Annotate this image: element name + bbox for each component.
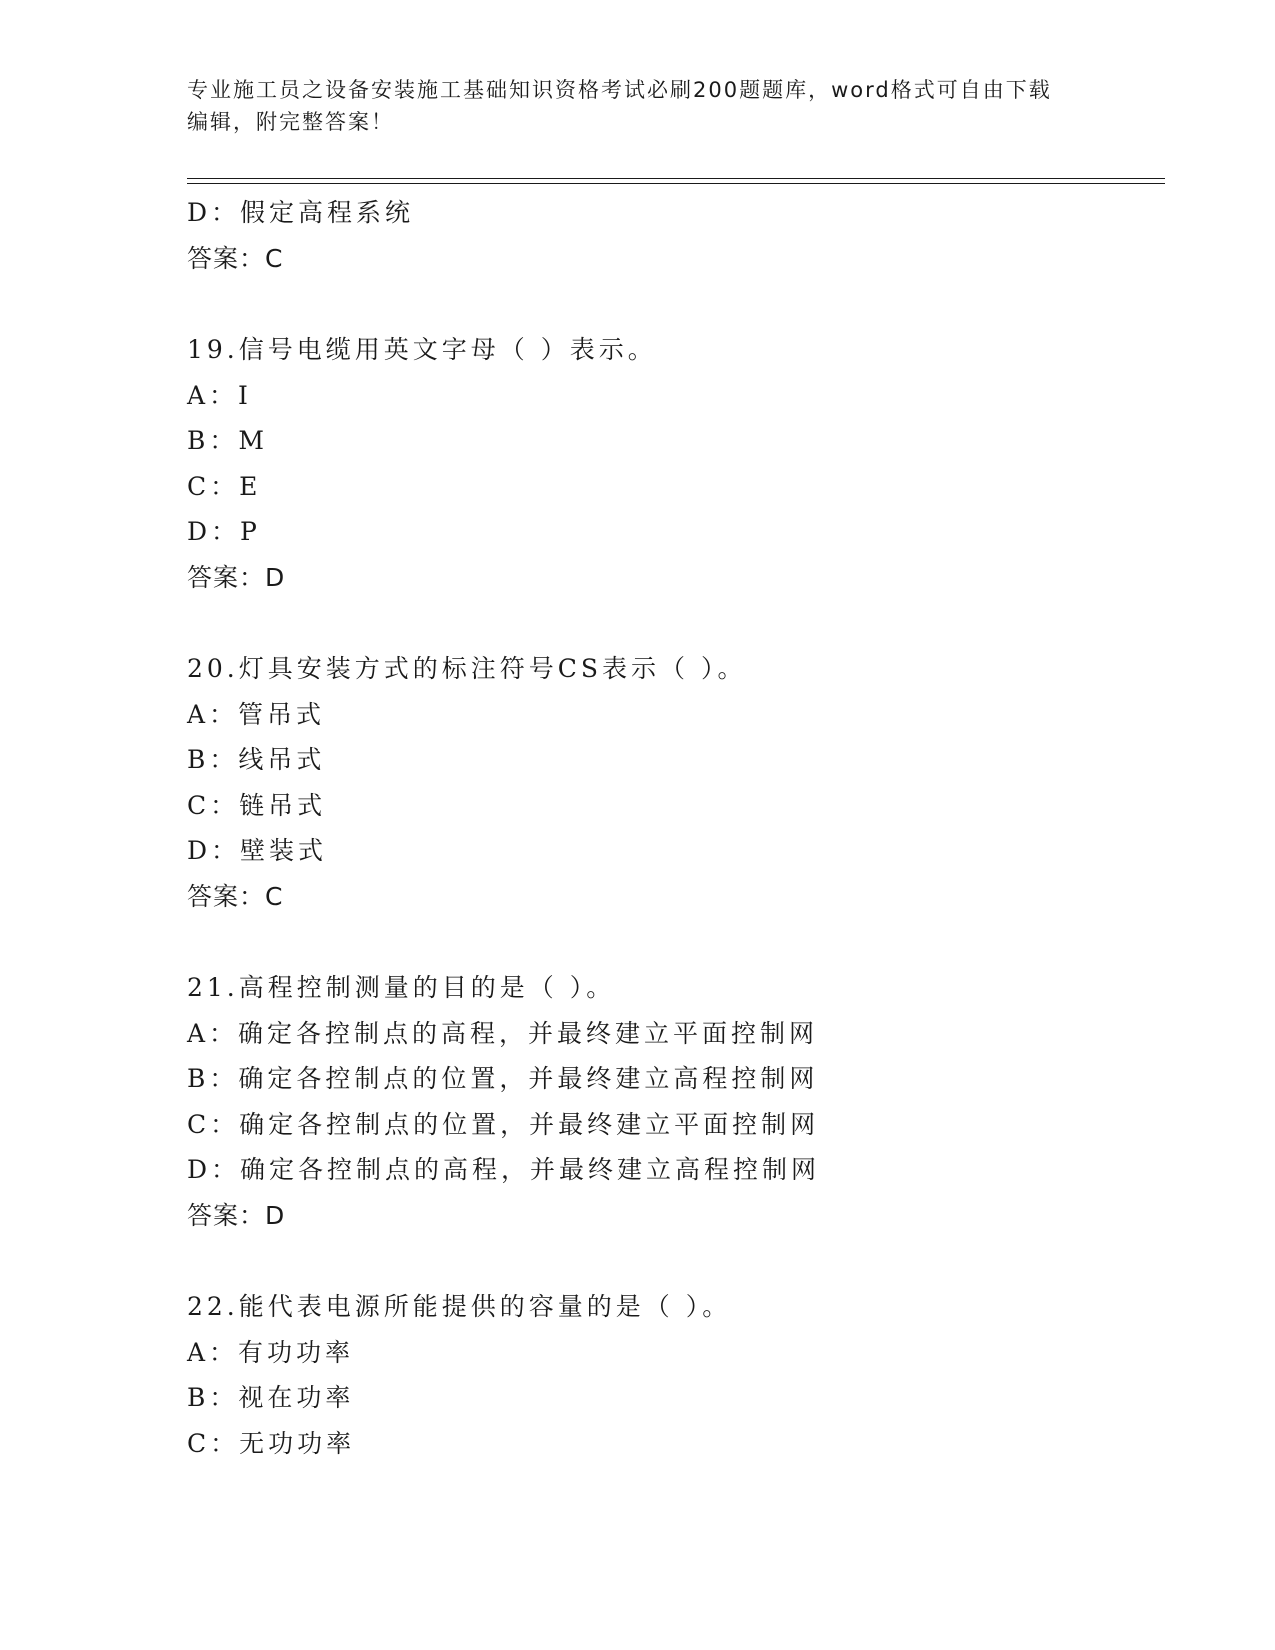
question-text: 22.能代表电源所能提供的容量的是（ ）。 (187, 1292, 732, 1321)
question-block-19 (187, 327, 1167, 600)
option-b: B：确定各控制点的位置，并最终建立高程控制网 (187, 1064, 819, 1093)
option-a: A：有功功率 (187, 1337, 355, 1367)
spacer (187, 919, 1167, 965)
question-block-20 (187, 646, 1167, 919)
header-divider-bottom (187, 183, 1165, 184)
question-text: 21.高程控制测量的目的是（ ）。 (187, 973, 616, 1002)
answer-line: 答案：C (187, 243, 284, 273)
question-text: 20.灯具安装方式的标注符号CS表示（ ）。 (187, 654, 747, 683)
question-text: 19.信号电缆用英文字母（ ）表示。 (187, 335, 657, 364)
spacer (187, 281, 1167, 327)
header-title: 专业施工员之设备安装施工基础知识资格考试必刷200题题库，word格式可自由下载编辑，附完整答案！ (187, 78, 1052, 134)
answer-line: 答案：D (187, 562, 286, 592)
option-c: C：确定各控制点的位置，并最终建立平面控制网 (187, 1109, 820, 1139)
question-block-21 (187, 965, 1167, 1238)
option-c: C：链吊式 (187, 790, 327, 820)
header-divider-top (187, 178, 1165, 179)
option-c: C：无功功率 (187, 1428, 356, 1458)
spacer (187, 1238, 1167, 1284)
option-c: C：E (187, 471, 262, 501)
question-block-22 (187, 1284, 1167, 1466)
answer-line: 答案：C (187, 881, 284, 911)
option-b: B：视在功率 (187, 1383, 355, 1412)
spacer (187, 600, 1167, 646)
option-b: B：线吊式 (187, 745, 326, 774)
option-b: B：M (187, 426, 268, 455)
question-block-18 (187, 190, 1167, 281)
answer-line: 答案：D (187, 1200, 286, 1230)
option-a: A：确定各控制点的高程，并最终建立平面控制网 (187, 1018, 819, 1048)
option-d: D：P (187, 517, 261, 546)
option-d: D：假定高程系统 (187, 198, 415, 227)
option-a: A：管吊式 (187, 699, 326, 729)
option-d: D：壁装式 (187, 836, 328, 865)
question-list (187, 190, 1167, 1466)
option-a: A：I (187, 380, 252, 410)
option-d: D：确定各控制点的高程，并最终建立高程控制网 (187, 1155, 821, 1184)
document-header (187, 74, 1067, 138)
